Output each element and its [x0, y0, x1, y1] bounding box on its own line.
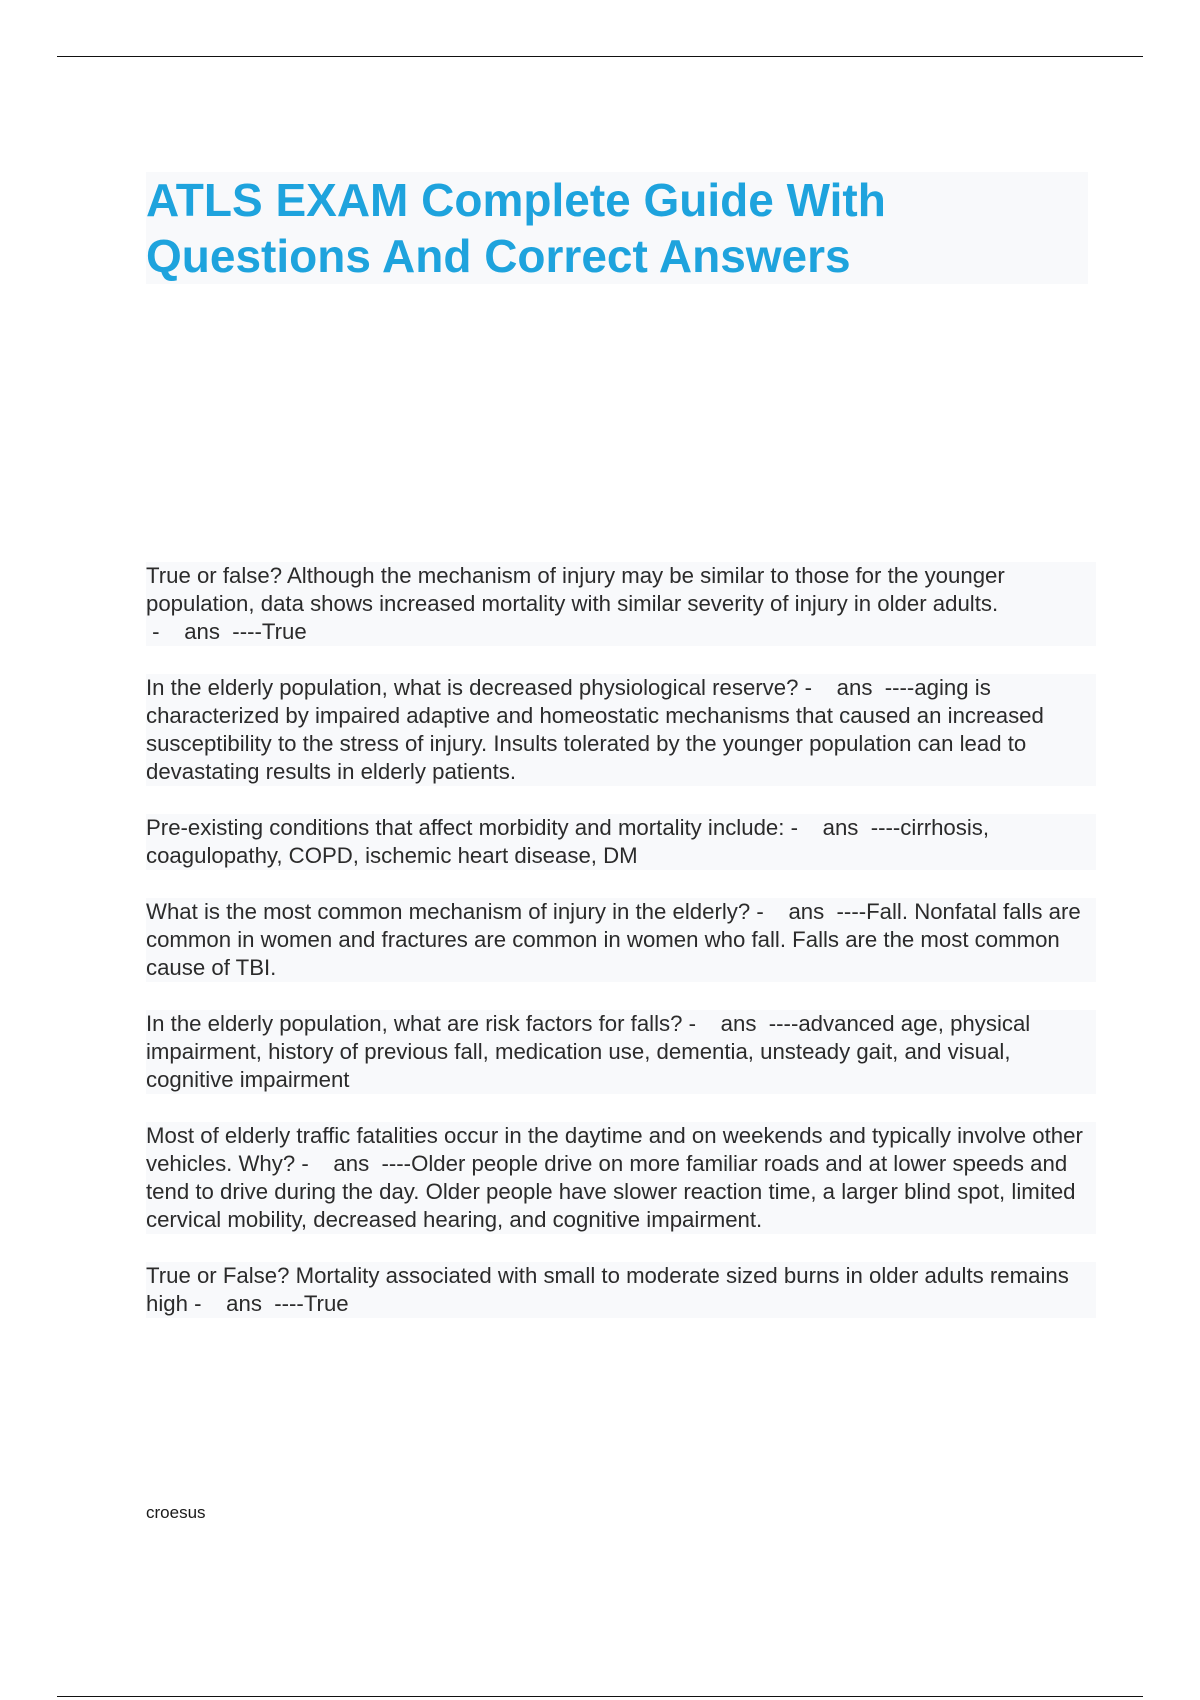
- top-rule: [57, 56, 1143, 57]
- answer-separator: - ans ----: [798, 675, 915, 700]
- qa-item: [146, 898, 1096, 982]
- answer-separator: - ans ----: [146, 619, 262, 644]
- answer-text: cirrhosis, coagulopathy, COPD, ischemic heart disease, DM: [146, 815, 990, 868]
- document-title: [146, 172, 1088, 284]
- answer-text: advanced age, physical impairment, history of previous fall, medication use, dementia, unsteady gait, and visual, cognitive impairment: [146, 1011, 1031, 1092]
- answer-separator: - ans ----: [682, 1011, 799, 1036]
- answer-separator: - ans ----: [187, 1291, 304, 1316]
- qa-item: [146, 1010, 1096, 1094]
- answer-text: aging is characterized by impaired adaptive and homeostatic mechanisms that caused an increased susceptibility to the stress of injury. Insults tolerated by the younger population can lead to devastating results in elderly patients.: [146, 675, 1044, 784]
- qa-item: [146, 1122, 1096, 1234]
- question-text: In the elderly population, what are risk factors for falls?: [146, 1011, 683, 1036]
- qa-list: [146, 562, 1096, 1346]
- bottom-rule: [57, 1696, 1143, 1697]
- qa-item: [146, 674, 1096, 786]
- question-text: True or false? Although the mechanism of injury may be similar to those for the younger population, data shows increased mortality with similar severity of injury in older adults.: [146, 563, 1005, 616]
- footer-label: croesus: [146, 1503, 206, 1522]
- question-text: What is the most common mechanism of injury in the elderly?: [146, 899, 751, 924]
- title-block: [146, 172, 1088, 284]
- answer-text: True: [303, 1291, 349, 1316]
- question-text: Pre-existing conditions that affect morbidity and mortality include:: [146, 815, 785, 840]
- answer-text: True: [261, 619, 307, 644]
- title-line-2: Questions And Correct Answers: [146, 230, 851, 282]
- answer-separator: - ans ----: [784, 815, 901, 840]
- answer-separator: - ans ----: [295, 1151, 412, 1176]
- question-text: Most of elderly traffic fatalities occur in the daytime and on weekends and typically involve other vehicles. Why?: [146, 1123, 1083, 1176]
- qa-item: [146, 562, 1096, 646]
- title-line-1: ATLS EXAM Complete Guide With: [146, 174, 886, 226]
- answer-separator: - ans ----: [750, 899, 867, 924]
- answer-text: Older people drive on more familiar roads and at lower speeds and tend to drive during the day. Older people have slower reaction time, a larger blind spot, limited cervical mobility, decreased hearing, and cognitive impairment.: [146, 1151, 1076, 1232]
- qa-item: [146, 1262, 1096, 1318]
- answer-text: Fall. Nonfatal falls are common in women and fractures are common in women who fall. Falls are the most common cause of TBI.: [146, 899, 1081, 980]
- question-text: In the elderly population, what is decreased physiological reserve?: [146, 675, 799, 700]
- question-text: True or False? Mortality associated with small to moderate sized burns in older adults remains high: [146, 1263, 1069, 1316]
- qa-item: [146, 814, 1096, 870]
